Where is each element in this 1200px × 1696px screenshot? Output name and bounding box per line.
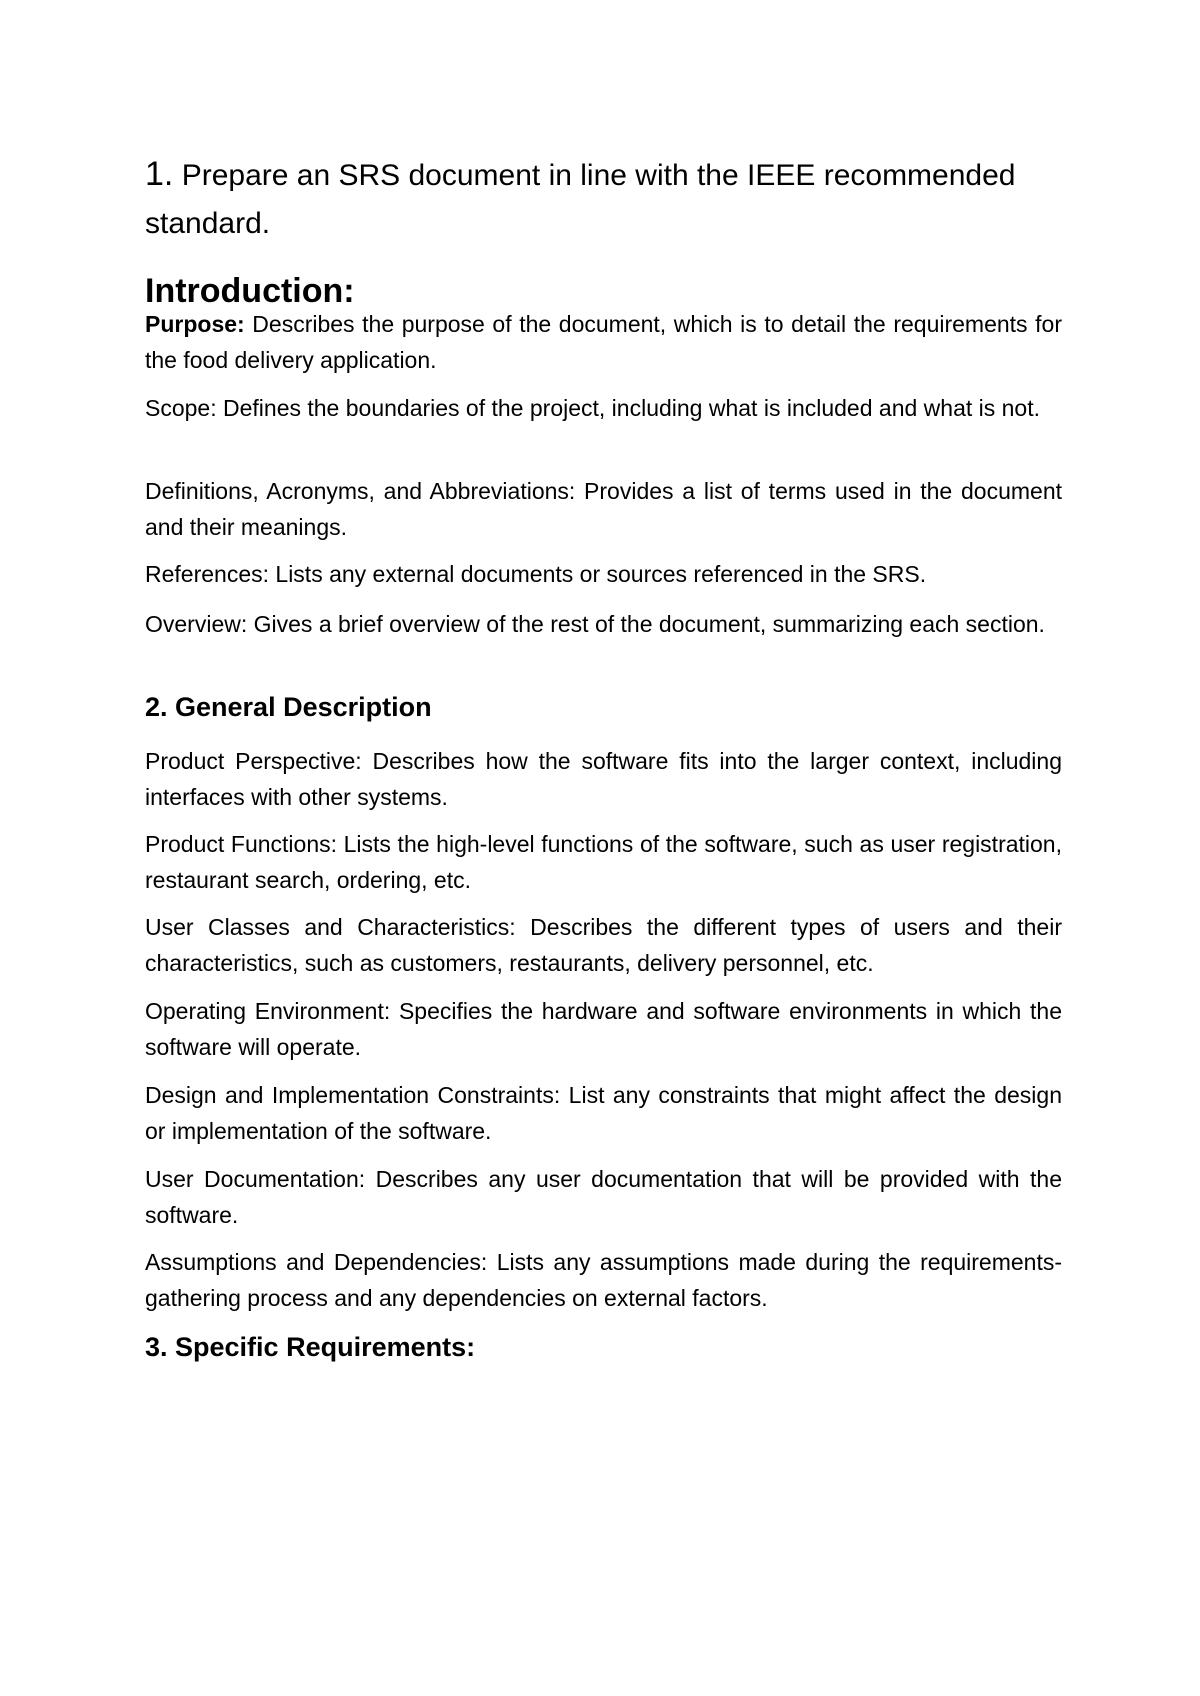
- user-classes-paragraph: User Classes and Characteristics: Describes the different types of users and their characteristics, such as customers, restaurants, delivery personnel, etc.: [145, 914, 1062, 976]
- product-perspective-paragraph: Product Perspective: Describes how the software fits into the larger context, including interfaces with other systems.: [145, 748, 1062, 810]
- assumptions-paragraph: Assumptions and Dependencies: Lists any assumptions made during the requirements-gathering process and any dependencies on external factors.: [145, 1249, 1062, 1311]
- product-functions-paragraph: Product Functions: Lists the high-level functions of the software, such as user registration, restaurant search, ordering, etc.: [145, 831, 1062, 893]
- purpose-paragraph: [145, 306, 1062, 378]
- design-constraints-paragraph: Design and Implementation Constraints: List any constraints that might affect the design or implementation of the software.: [145, 1082, 1062, 1144]
- title-text: Prepare an SRS document in line with the IEEE recommended standard.: [145, 159, 1016, 240]
- operating-environment-paragraph: Operating Environment: Specifies the hardware and software environments in which the software will operate.: [145, 998, 1062, 1060]
- document-title: [145, 150, 1045, 248]
- user-documentation-paragraph: User Documentation: Describes any user documentation that will be provided with the software.: [145, 1166, 1062, 1228]
- scope-paragraph: Scope: Defines the boundaries of the project, including what is included and what is not.: [145, 395, 1041, 421]
- overview-paragraph: Overview: Gives a brief overview of the rest of the document, summarizing each section.: [145, 611, 1045, 637]
- general-description-heading: 2. General Description: [145, 692, 432, 722]
- purpose-text: Describes the purpose of the document, which is to detail the requirements for the food delivery application.: [145, 311, 1062, 373]
- specific-requirements-heading: 3. Specific Requirements:: [145, 1332, 476, 1362]
- title-number: 1.: [145, 155, 174, 193]
- purpose-label: Purpose:: [145, 311, 245, 337]
- references-paragraph: References: Lists any external documents or sources referenced in the SRS.: [145, 561, 927, 587]
- introduction-heading: Introduction:: [145, 272, 355, 310]
- definitions-paragraph: Definitions, Acronyms, and Abbreviations: Provides a list of terms used in the document and their meanings.: [145, 478, 1062, 540]
